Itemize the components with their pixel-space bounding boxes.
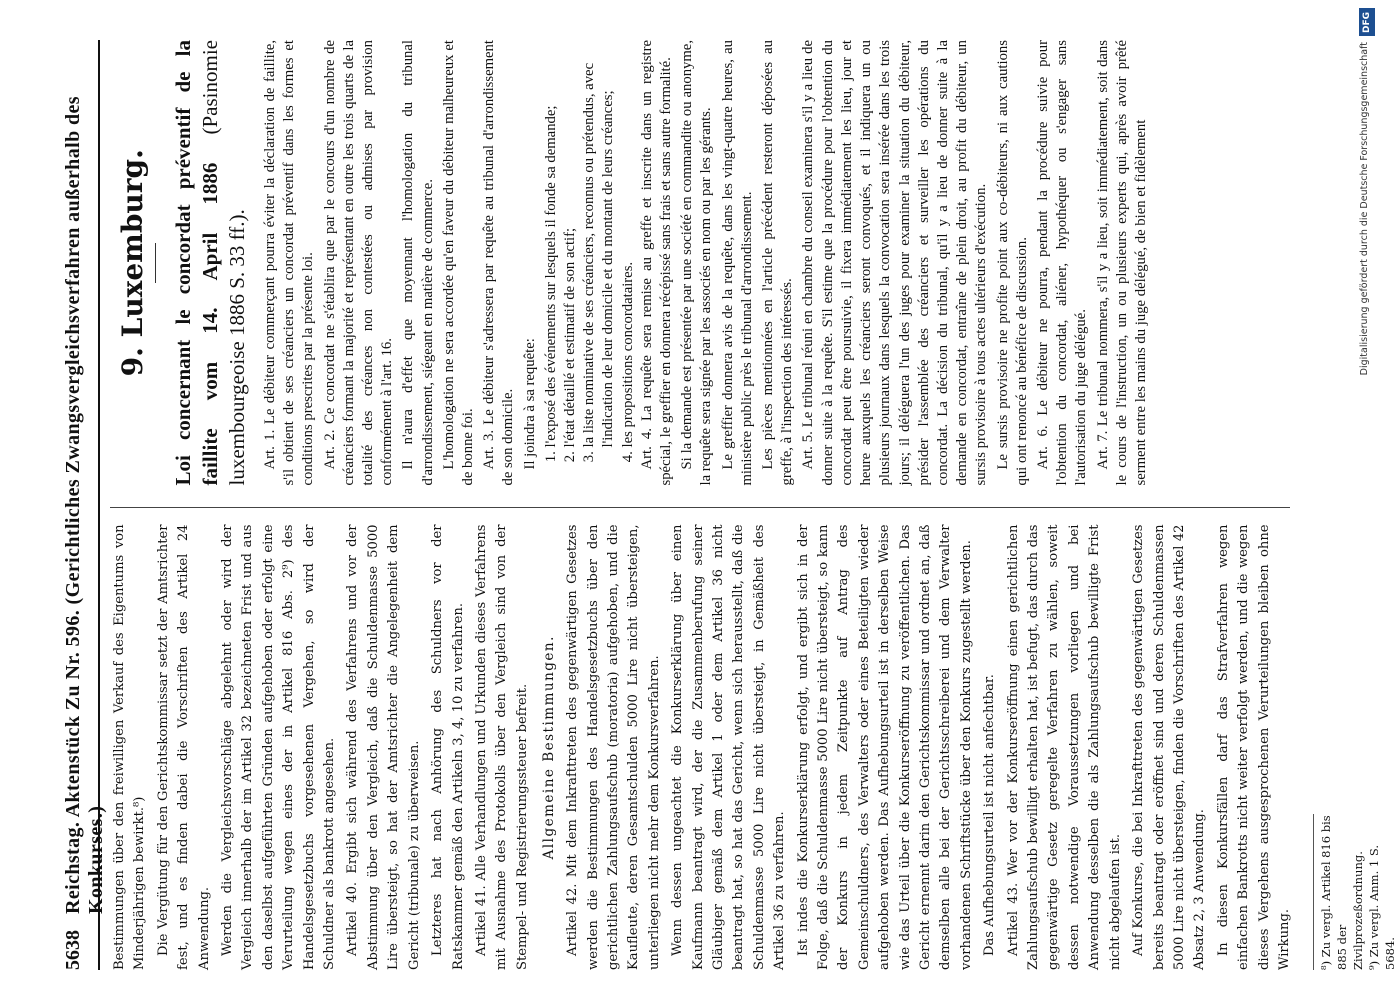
paragraph: Artikel 40. Ergibt sich während des Verfahrens und vor der Abstimmung über den Vergleich, daß die Schuldenmasse 5000 Lire übersteigt, so hat der Amtsrichter die Angelegenheit dem Gericht (tribunale) zu überweisen. [345,524,422,970]
page-header [62,40,107,970]
left-column [110,508,1398,971]
paragraph: Art. 3. Le débiteur s'adressera par requête au tribunal d'arrondissement de son domicile. [481,40,517,486]
law-title [170,40,251,486]
paragraph: Artikel 41. Alle Verhandlungen und Urkunden dieses Verfahrens mit Ausnahme des Protokolls über den Vergleich sind von der Stempel- und Registrierungssteuer befreit. [473,524,530,970]
stamp-text: Digitalisierung gefördert durch die Deutsche Forschungsgemeinschaft [1359,42,1370,376]
list-item: 1. l'exposé des événements sur lesquels il fonde sa demande; [542,40,561,448]
paragraph: Art. 5. Le tribunal réuni en chambre du conseil examinera s'il y a lieu de donner suite à la requête. S'il estime que la procédure pour l'obtention du concordat peut être poursuivie, il fixera immédiatement les lieu, jour et heure auxquels les créanciers seront convoqués, et il indiquera un ou plusieurs journaux dans lesquels la convocation sera insérée dans les trois jours; il déléguera l'un des juges pour examiner la situation du débiteur, présider l'assemblée des créanciers et surveiller les opérations du concordat. La décision du tribunal, qu'il y a lieu de donner suite à la demande en concordat, entraîne de plein droit, au profit du débiteur, un sursis provisoire à tous actes ultérieurs d'exécution. [800,40,990,486]
paragraph: Art. 7. Le tribunal nommera, s'il y a lieu, soit immédiatement, soit dans le cours de l'instruction, un ou plusieurs experts qui, après avoir prêté serment entre les mains du juge délégué, de bien et fidèlement [1094,40,1149,486]
page-number: 5638 [62,930,84,970]
list-item: 4. les propositions concordataires. [619,40,638,448]
list-item: 3. la liste nominative de ses créanciers, reconnus ou prétendus, avec l'indication de leur domicile et du montant de leurs créances; [580,40,618,448]
paragraph: Art. 2. Ce concordat ne s'établira que par le concours d'un nombre de créanciers formant la majorité et représentant en outre les trois quarts de la totalité des créances non contestées ou admises par provision conformément à l'art. 16. [321,40,396,486]
law-name: Loi concernant le concordat préventif de la faillite vom 14. April 1886 [171,40,222,486]
paragraph: Le greffier donnera avis de la requête, dans les vingt-quatre heures, au ministère public près le tribunal d'arrondissement. [719,40,755,486]
law-source: (Pasinomie luxembourgeoise 1886 S. 33 ff.). [198,40,249,486]
footnote: ⁸) Zu vergl. Artikel 816 bis 885 der Zivilprozeßordnung. [1319,815,1366,970]
dfg-logo-icon: DFG [1359,8,1375,36]
paragraph: Il n'aura d'effet que moyennant l'homologation du tribunal d'arrondissement, siégeant en matière de commerce. [400,40,436,486]
paragraph: Werden die Vergleichsvorschläge abgelehnt oder wird der Vergleich innerhalb der im Artikel 32 bezeichneten Frist und aus den daselbst aufgeführten Gründen aufgehoben oder erfolgt eine Verurteilung wegen eines der in Artikel 816 Abs. 2⁹) des Handelsgesetzbuchs vorgesehenen Vergehen, so wird der Schuldner als bankrott angesehen. [220,524,338,970]
paragraph: Letzteres hat nach Anhörung des Schuldners vor der Ratskammer gemäß den Artikeln 3, 4, 10 zu verfahren. [430,524,466,970]
paragraph: Art. 1. Le débiteur commerçant pourra éviter la déclaration de faillite, s'il obtient de ses créanciers un concordat préventif dans les formes et conditions prescrites par la présente loi. [262,40,317,486]
paragraph: Art. 6. Le débiteur ne pourra, pendant la procédure suivie pour l'obtention du concordat, aliéner, hypothéquer ou s'engager sans l'autorisation du juge délégué. [1034,40,1090,486]
paragraph: Art. 4. La requête sera remise au greffe et inscrite dans un registre spécial, le greffier en donnera récépissé sans frais et sans autre formalité. [638,40,675,486]
paragraph: Le sursis provisoire ne profite point aux co-débiteurs, ni aux cautions qui ont renoncé au bénéfice de discussion. [994,40,1030,486]
paragraph: Il joindra à sa requête: [521,338,538,470]
running-title: Reichstag. Aktenstück Zu Nr. 596. (Gerichtliches Zwangsvergleichsverfahren außerhalb des Konkurses.) [62,96,107,914]
footnotes [1313,814,1398,970]
paragraph: Auf Konkurse, die bei Inkrafttreten des gegenwärtigen Gesetzes bereits beantragt oder eröffnet sind und deren Schuldenmassen 5000 Lire nicht übersteigen, finden die Vorschriften des Artikel 42 Absatz 2, 3 Anwendung. [1131,524,1208,970]
paragraph: Ist indes die Konkurserklärung erfolgt, und ergibt sich in der Folge, daß die Schuldenmasse 5000 Lire nicht übersteigt, so kann der Konkurs in jedem Zeitpunkte auf Antrag des Gemeinschuldners, des Verwalters oder eines Beteiligten wieder aufgehoben werden. Das Aufhebungsurteil ist in derselben Weise wie das Urteil über die Konkurseröffnung zu veröffentlichen. Das Gericht ernennt darin den Gerichtskommissar und ordnet an, daß demselben alle bei der Gerichtsschreiberei und dem Verwalter vorhandenen Schriftstücke über den Konkurs zugestellt werden. [795,524,974,970]
list-item: 2. l'état détaillé et estimatif de son actif; [561,40,580,448]
right-column [110,40,1290,486]
paragraph: In diesen Konkursfällen darf das Strafverfahren wegen einfachen Bankrotts nicht weiter verfolgt werden, und die wegen dieses Vergehens ausgesprochenen Verurteilungen bleiben ohne Wirkung. [1215,524,1292,970]
paragraph: Si la demande est présentée par une société en commandite ou anonyme, la requête sera signée par les associés en nom ou par les gérants. [679,40,715,486]
title-rule [155,243,156,283]
paragraph: Das Aufhebungsurteil ist nicht anfechtbar. [982,674,998,956]
section-subheading: Allgemeine Bestimmungen. [541,635,558,860]
paragraph: L'homologation ne sera accordée qu'en faveur du débiteur malheureux et de bonne foi. [440,40,477,486]
section-title: 9. Luxemburg. [116,149,149,377]
paragraph: Bestimmungen über den freiwilligen Verkauf des Eigentums von Minderjährigen bewirkt.⁸) [112,524,148,970]
footnote: ⁹) Zu vergl. Anm. 1 S. 5684. [1367,845,1398,970]
paragraph: Wenn dessen ungeachtet die Konkurserklärung über einen Kaufmann beantragt wird, der die Zusammenberufung seiner Gläubiger gemäß dem Artikel 1 oder dem Artikel 36 nicht beantragt hat, so hat das Gericht, wenn sich herausstellt, daß die Schuldenmasse 5000 Lire nicht übersteigt, in Gemäßheit des Artikel 36 zu verfahren. [670,524,788,970]
requirements-list [542,40,638,486]
paragraph: Les pièces mentionnées en l'article précédent resteront déposées au greffe, à l'inspection des intéressés. [760,40,796,486]
paragraph: Die Vergütung für den Gerichtskommissar setzt der Amtsrichter fest, und es finden dabei die Vorschriften des Artikel 24 Anwendung. [155,524,212,970]
paragraph: Artikel 43. Wer vor der Konkurseröffnung einen gerichtlichen Zahlungsaufschub bewilligt erhalten hat, ist befugt, das durch das gegenwärtige Gesetz geregelte Verfahren zu wählen, soweit dessen notwendige Voraussetzungen vorliegen und bei Anwendung desselben die als Zahlungsaufschub bewilligte Frist nicht abgelaufen ist. [1005,524,1123,970]
paragraph: Artikel 42. Mit dem Inkrafttreten des gegenwärtigen Gesetzes werden die Bestimmungen des Handelsgesetzbuchs über den gerichtlichen Zahlungsaufschub (moratoria) aufgehoben, und die Kaufleute, deren Gesamtschulden 5000 Lire nicht übersteigen, unterliegen nicht mehr dem Konkursverfahren. [565,524,662,970]
digitization-stamp [1359,8,1379,528]
